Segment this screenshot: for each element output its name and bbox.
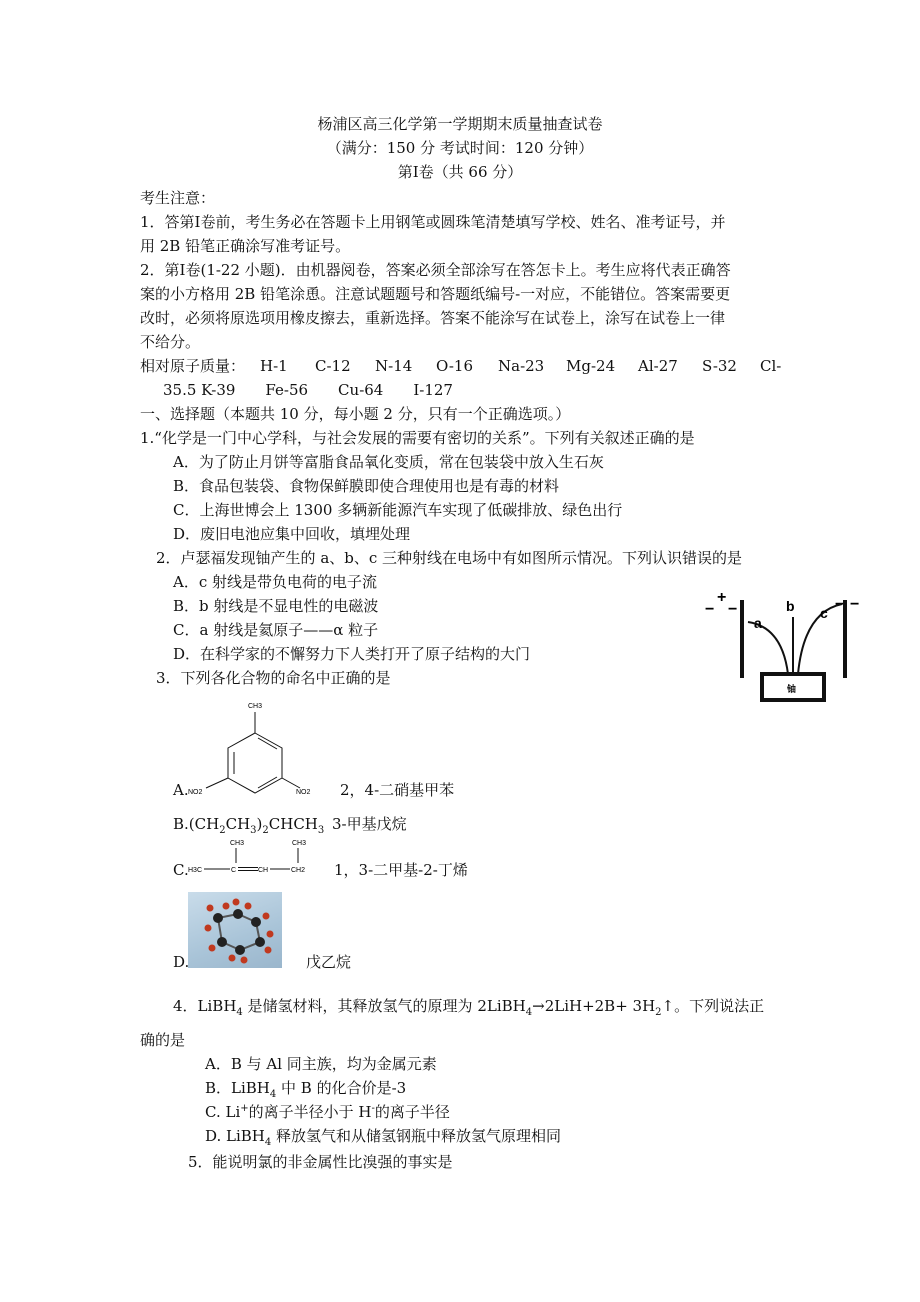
h3c-label: H3C (188, 867, 203, 874)
q3-option-a-name: 2，4-二硝基甲苯 (340, 781, 455, 799)
text-part: 中 B 的化合价是-3 (276, 1079, 407, 1097)
ch2-label: CH2 (291, 867, 306, 874)
formula-sub: 2 (262, 825, 269, 836)
atomic-mass-n: N-14 (375, 357, 413, 375)
part-title: 第Ⅰ卷（共 66 分） (397, 163, 523, 181)
q1-stem: 1.“化学是一门中心学科，与社会发展的需要有密切的关系”。下列有关叙述正确的是 (140, 429, 695, 447)
benzene-ring (228, 733, 282, 793)
atomic-mass-s: S-32 (702, 357, 737, 375)
notice-item-1-line-2: 用 2B 铅笔正确涂写准考证号。 (140, 237, 351, 255)
q3-option-d-name: 戊乙烷 (306, 953, 352, 971)
formula-part: CH (225, 815, 251, 833)
ch3-label-2: CH3 (292, 840, 307, 847)
q1-option-b: B．食品包装袋、食物保鲜膜即使合理使用也是有毒的材料 (173, 477, 560, 495)
notice-item-1-line-1: 1．答第Ⅰ卷前，考生务必在答题卡上用钢笔或圆珠笔清楚填写学校、姓名、准考证号，并 (140, 213, 726, 231)
formula-part: (CH (188, 815, 220, 833)
text-sup: + (240, 1103, 249, 1114)
text-sub: 4 (236, 1007, 243, 1018)
text-part: 2LiH+2B+ 3H (544, 997, 656, 1015)
q3-option-b-formula (173, 814, 324, 834)
gas-up-arrow: ↑ (661, 997, 675, 1015)
left-nitro-bond (206, 778, 228, 788)
text-sub: 2 (655, 1007, 662, 1018)
ch3-label-1: CH3 (230, 840, 245, 847)
notice-heading: 考生注意： (140, 189, 216, 207)
text-sup: - (371, 1103, 375, 1114)
q3-option-b-name: 3-甲基戊烷 (332, 815, 407, 833)
formula-sub: 2 (219, 825, 226, 836)
q3-option-c-prefix: C. (173, 861, 189, 879)
notice-item-2-line-3: 改时，必须将原选项用橡皮擦去，重新选择。答案不能涂写在试卷上，涂写在试卷上一律 (140, 309, 726, 327)
radiation-field-figure (700, 582, 880, 712)
text-part: 的离子半径 (374, 1103, 450, 1121)
formula-part: CHCH (268, 815, 318, 833)
q3-stem: 3．下列各化合物的命名中正确的是 (156, 669, 391, 687)
ray-c-label: c (820, 605, 828, 621)
text-sub: 4 (269, 1089, 277, 1100)
section-heading: 一、选择题（本题共 10 分，每小题 2 分，只有一个正确选项。） (140, 405, 571, 423)
q4-stem-line-1 (173, 996, 764, 1016)
atomic-mass-label: 相对原子质量： (140, 357, 246, 375)
atomic-mass-na: Na-23 (498, 357, 545, 375)
right-nitro-label: NO2 (296, 789, 311, 796)
q2-option-b: B．b 射线是不显电性的电磁波 (173, 597, 379, 615)
atomic-mass-al: Al-27 (638, 357, 678, 375)
formula-sub: 3 (317, 825, 325, 836)
plus-sign-label: + (717, 589, 727, 606)
text-part: B．LiBH (205, 1079, 270, 1097)
q3-option-c-name: 1，3-二甲基-2-丁烯 (334, 861, 468, 879)
notice-item-2-line-4: 不给分。 (140, 333, 201, 351)
text-part: 是储氢材料，其释放氢气的原理为 2LiBH (242, 997, 526, 1015)
text-part: C. Li (205, 1103, 241, 1121)
methyl-group-label: CH3 (248, 703, 263, 710)
q1-option-c: C．上海世博会上 1300 多辆新能源汽车实现了低碳排放、绿色出行 (173, 501, 623, 519)
atomic-mass-mg: Mg-24 (566, 357, 616, 375)
text-part: 释放氢气和从储氢钢瓶中释放氢气原理相同 (271, 1127, 562, 1145)
q2-stem: 2．卢瑟福发现铀产生的 a、b、c 三种射线在电场中有如图所示情况。下列认识错误的是 (156, 549, 743, 567)
text-part: 的离子半径小于 H (248, 1103, 372, 1121)
text-part: 。下列说法正 (674, 997, 765, 1015)
page-title: 杨浦区高三化学第一学期期末质量抽查试卷 (317, 115, 603, 133)
left-nitro-label: NO2 (188, 789, 203, 796)
text-sub: 4 (525, 1007, 533, 1018)
q3-option-a-prefix: A. (173, 781, 189, 799)
ray-b-label: b (786, 598, 795, 614)
q2-option-d: D．在科学家的不懈努力下人类打开了原子结构的大门 (173, 645, 531, 663)
molecule-model-photo (188, 892, 282, 968)
atomic-mass-line-2: 35.5 K-39 Fe-56 Cu-64 I-127 (163, 381, 453, 399)
notice-item-2-line-2: 案的小方格用 2B 铅笔涂恿。注意试题题号和答题纸编号-一对应，不能错位。答案需要更 (140, 285, 731, 303)
q1-option-a: A．为了防止月饼等富脂食品氧化变质，常在包装袋中放入生石灰 (173, 453, 604, 471)
formula-part: ) (256, 815, 263, 833)
ch-label: CH (258, 867, 269, 874)
minus-sign-left-2: − (728, 601, 738, 618)
molecule-model-drawing (188, 892, 282, 968)
minus-sign-right-2: − (850, 596, 860, 613)
text-part: 4．LiBH (173, 997, 237, 1015)
formula-sub: 3 (250, 825, 257, 836)
text-sub: 4 (264, 1137, 272, 1148)
right-nitro-bond (282, 778, 300, 788)
notice-item-2-line-1: 2．第Ⅰ卷(1-22 小题)．由机器阅卷，答案必须全部涂写在答怎卡上。考生应将代表正确答 (140, 261, 731, 279)
atomic-mass-c: C-12 (315, 357, 351, 375)
option-c-structure (188, 836, 318, 876)
q4-stem-line-2: 确的是 (140, 1031, 186, 1049)
q2-option-a: A．c 射线是带负电荷的电子流 (173, 573, 378, 591)
q4-option-d (205, 1126, 561, 1146)
option-a-structure (184, 698, 324, 800)
minus-sign-right: − (835, 596, 845, 613)
atomic-mass-o: O-16 (436, 357, 474, 375)
atomic-mass-cl: Cl- (760, 357, 782, 375)
c-label: C (231, 867, 237, 874)
q4-option-b (205, 1078, 406, 1098)
minus-sign-left: − (705, 601, 715, 618)
q1-option-d: D．废旧电池应集中回收，填埋处理 (173, 525, 411, 543)
atomic-mass-h: H-1 (260, 357, 288, 375)
q3-option-d-prefix: D. (173, 953, 190, 971)
q3-option-b-prefix: B. (173, 815, 189, 833)
text-part: D. LiBH (205, 1127, 265, 1145)
uranium-label: 铀 (787, 684, 797, 694)
reaction-arrow: → (532, 997, 545, 1015)
q2-option-c: C．a 射线是氦原子——α 粒子 (173, 621, 379, 639)
page-subtitle: （满分：150 分 考试时间：120 分钟） (326, 139, 594, 157)
ray-a-label: a (754, 615, 762, 631)
q4-option-a: A．B 与 Al 同主族，均为金属元素 (205, 1055, 437, 1073)
q5-stem: 5．能说明氯的非金属性比溴强的事实是 (188, 1153, 453, 1171)
q4-option-c (205, 1102, 450, 1122)
